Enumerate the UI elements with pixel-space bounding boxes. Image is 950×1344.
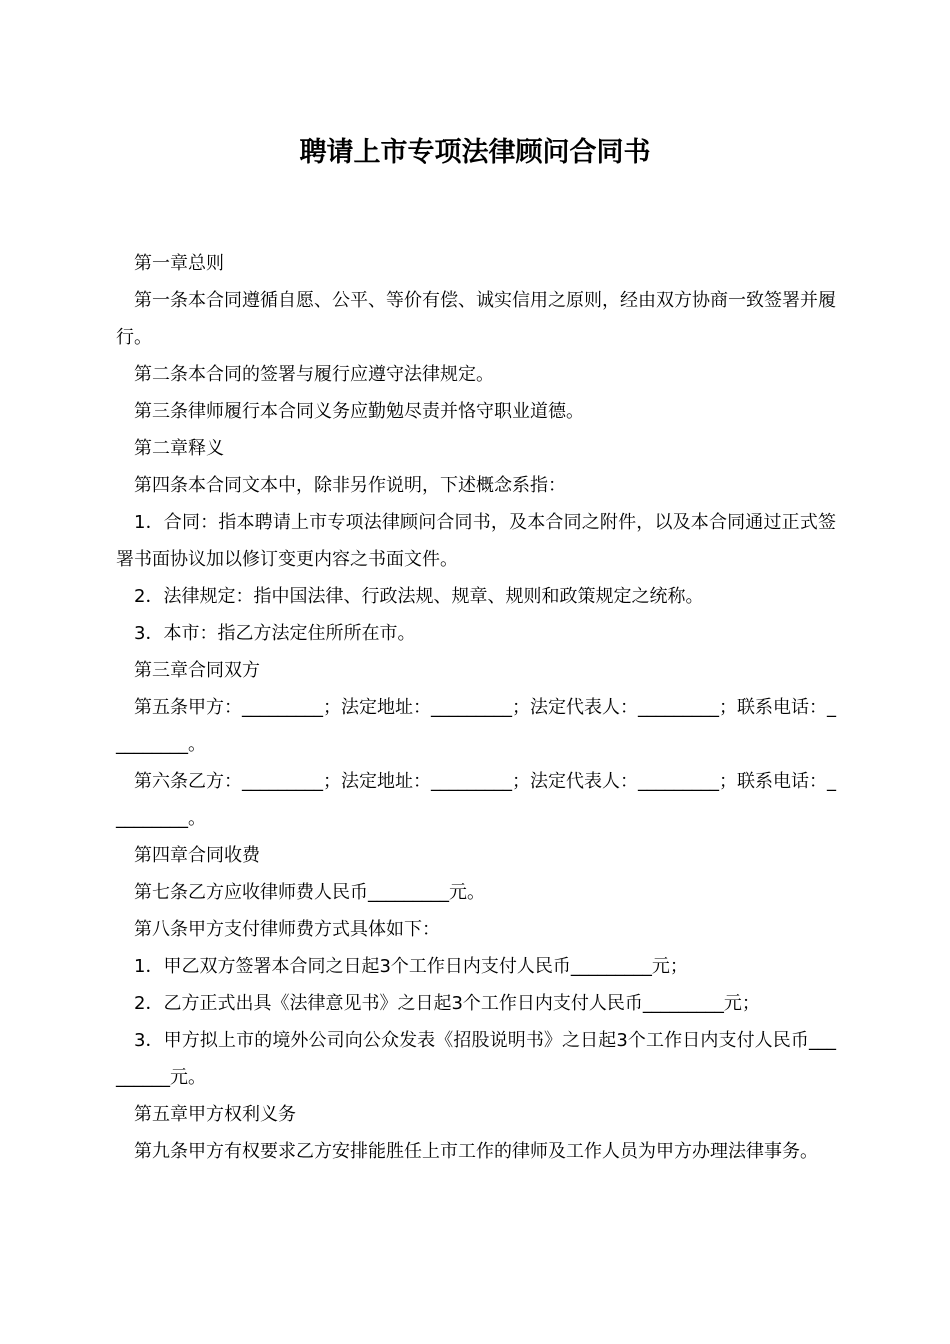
list-item: 2．法律规定：指中国法律、行政法规、规章、规则和政策规定之统称。 [134, 586, 704, 607]
chapter-heading: 第一章总则 [134, 253, 224, 274]
article-paragraph: 第二条本合同的签署与履行应遵守法律规定。 [134, 364, 494, 385]
chapter-heading: 第五章甲方权利义务 [134, 1104, 296, 1125]
chapter-heading: 第二章释义 [134, 438, 224, 459]
article-paragraph: 第九条甲方有权要求乙方安排能胜任上市工作的律师及工作人员为甲方办理法律事务。 [134, 1141, 818, 1162]
list-item: 2．乙方正式出具《法律意见书》之日起3个工作日内支付人民币_________元； [134, 993, 760, 1014]
document-title: 聘请上市专项法律顾问合同书 [299, 137, 651, 168]
document-body [116, 245, 836, 1170]
article-paragraph: 第四条本合同文本中，除非另作说明，下述概念系指： [134, 475, 566, 496]
article-paragraph: 第八条甲方支付律师费方式具体如下： [134, 919, 440, 940]
list-item: 3．本市：指乙方法定住所所在市。 [134, 623, 416, 644]
chapter-heading: 第四章合同收费 [134, 845, 260, 866]
article-paragraph: 第六条乙方：_________；法定地址：_________；法定代表人：_________；联系电话：_________。 [116, 771, 836, 829]
article-paragraph: 第五条甲方：_________；法定地址：_________；法定代表人：_________；联系电话：_________。 [116, 697, 836, 755]
list-item: 1．合同：指本聘请上市专项法律顾问合同书，及本合同之附件，以及本合同通过正式签署书面协议加以修订变更内容之书面文件。 [116, 512, 836, 570]
list-item: 1．甲乙双方签署本合同之日起3个工作日内支付人民币_________元； [134, 956, 688, 977]
article-paragraph: 第七条乙方应收律师费人民币_________元。 [134, 882, 485, 903]
list-item: 3．甲方拟上市的境外公司向公众发表《招股说明书》之日起3个工作日内支付人民币_________元。 [116, 1030, 836, 1088]
article-paragraph: 第三条律师履行本合同义务应勤勉尽责并恪守职业道德。 [134, 401, 584, 422]
article-paragraph: 第一条本合同遵循自愿、公平、等价有偿、诚实信用之原则，经由双方协商一致签署并履行。 [116, 290, 836, 348]
chapter-heading: 第三章合同双方 [134, 660, 260, 681]
